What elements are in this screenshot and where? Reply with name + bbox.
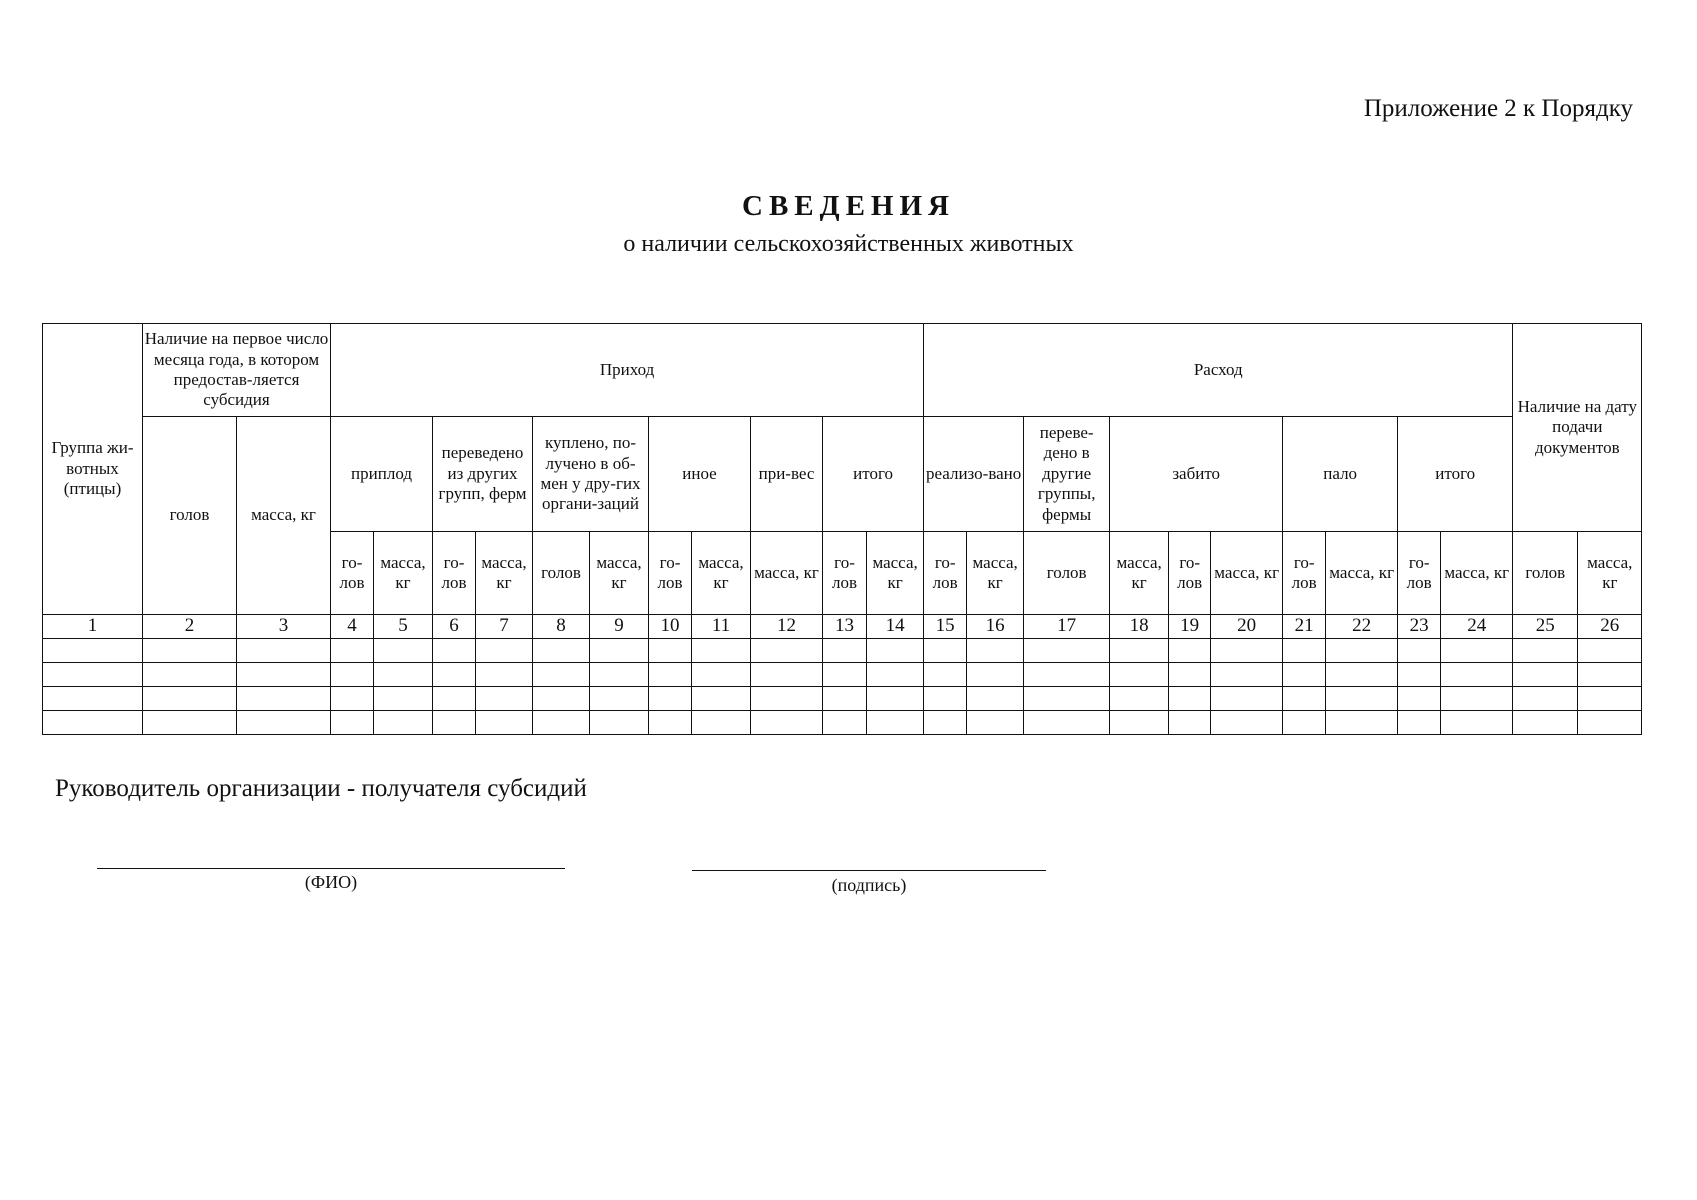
table-cell[interactable]: [1441, 639, 1513, 663]
name-caption: (ФИО): [304, 872, 358, 892]
table-cell[interactable]: [476, 711, 533, 735]
table-cell[interactable]: [967, 663, 1024, 687]
table-cell[interactable]: [1398, 663, 1441, 687]
table-cell[interactable]: [692, 687, 751, 711]
col11-mass: масса, кг: [692, 532, 751, 615]
table-cell[interactable]: [751, 663, 823, 687]
table-cell[interactable]: [1513, 639, 1578, 663]
table-cell[interactable]: [1578, 711, 1642, 735]
column-number-cell: 14: [867, 615, 924, 639]
income-total-header: итого: [823, 417, 924, 532]
table-cell[interactable]: [867, 711, 924, 735]
table-cell[interactable]: [924, 711, 967, 735]
table-cell[interactable]: [1398, 711, 1441, 735]
table-cell[interactable]: [1513, 663, 1578, 687]
table-cell[interactable]: [533, 687, 590, 711]
table-cell[interactable]: [1578, 687, 1642, 711]
table-cell[interactable]: [533, 711, 590, 735]
sold-header: реализо-вано: [924, 417, 1024, 532]
other-income-header: иное: [649, 417, 751, 532]
column-number-cell: 25: [1513, 615, 1578, 639]
table-cell[interactable]: [374, 663, 433, 687]
column-number-cell: 5: [374, 615, 433, 639]
table-cell[interactable]: [143, 639, 237, 663]
table-cell[interactable]: [143, 687, 237, 711]
signer-label: Руководитель организации - получателя субсидий: [55, 775, 587, 802]
opening-heads-header: голов: [143, 417, 237, 615]
transferred-in-header: переведено из других групп, ферм: [433, 417, 533, 532]
table-cell[interactable]: [590, 639, 649, 663]
table-cell[interactable]: [649, 711, 692, 735]
table-row: [43, 687, 1642, 711]
expense-header: Расход: [924, 324, 1513, 417]
column-number-cell: 9: [590, 615, 649, 639]
column-number-cell: 19: [1169, 615, 1211, 639]
document-title: СВЕДЕНИЯ: [742, 190, 955, 222]
col26-mass: масса, кг: [1578, 532, 1642, 615]
died-header: пало: [1283, 417, 1398, 532]
table-cell[interactable]: [1169, 639, 1211, 663]
table-cell[interactable]: [1441, 687, 1513, 711]
column-number-cell: 26: [1578, 615, 1642, 639]
table-cell[interactable]: [1024, 663, 1110, 687]
col13-heads: го-лов: [823, 532, 867, 615]
table-cell[interactable]: [331, 711, 374, 735]
signature-line: [692, 870, 1046, 871]
table-cell[interactable]: [374, 639, 433, 663]
column-number-cell: 13: [823, 615, 867, 639]
signature-caption: (подпись): [831, 875, 907, 895]
table-cell[interactable]: [692, 663, 751, 687]
table-cell[interactable]: [590, 711, 649, 735]
table-cell[interactable]: [1169, 687, 1211, 711]
table-cell[interactable]: [237, 711, 331, 735]
opening-balance-header: Наличие на первое число месяца года, в котором предостав-ляется субсидия: [143, 324, 331, 417]
table-cell[interactable]: [331, 687, 374, 711]
column-number-cell: 24: [1441, 615, 1513, 639]
column-number-cell: 18: [1110, 615, 1169, 639]
column-number-cell: 1: [43, 615, 143, 639]
col24-mass: масса, кг: [1441, 532, 1513, 615]
table-cell[interactable]: [476, 663, 533, 687]
table-cell[interactable]: [823, 663, 867, 687]
column-number-cell: 6: [433, 615, 476, 639]
column-number-cell: 22: [1326, 615, 1398, 639]
table-cell[interactable]: [1024, 687, 1110, 711]
slaughtered-header: забито: [1110, 417, 1283, 532]
column-number-cell: 7: [476, 615, 533, 639]
expense-total-header: итого: [1398, 417, 1513, 532]
table-cell[interactable]: [751, 639, 823, 663]
table-cell[interactable]: [331, 663, 374, 687]
closing-balance-header: Наличие на дату подачи документов: [1513, 324, 1642, 532]
table-cell[interactable]: [924, 639, 967, 663]
table-cell[interactable]: [867, 687, 924, 711]
col5-mass: масса, кг: [374, 532, 433, 615]
table-cell[interactable]: [1024, 639, 1110, 663]
col20-mass: масса, кг: [1211, 532, 1283, 615]
column-number-cell: 15: [924, 615, 967, 639]
col21-heads: го-лов: [1283, 532, 1326, 615]
col15-heads: го-лов: [924, 532, 967, 615]
col17-heads: голов: [1024, 532, 1110, 615]
table-cell[interactable]: [967, 639, 1024, 663]
table-cell[interactable]: [476, 639, 533, 663]
document-subtitle: о наличии сельскохозяйственных животных: [623, 231, 1074, 257]
col7-mass: масса, кг: [476, 532, 533, 615]
table-cell[interactable]: [692, 711, 751, 735]
table-cell[interactable]: [433, 663, 476, 687]
table-cell[interactable]: [143, 711, 237, 735]
table-cell[interactable]: [1398, 639, 1441, 663]
table-cell[interactable]: [1513, 711, 1578, 735]
col19-heads: го-лов: [1169, 532, 1211, 615]
table-cell[interactable]: [867, 663, 924, 687]
table-cell[interactable]: [143, 663, 237, 687]
col12-mass: масса, кг: [751, 532, 823, 615]
col18-mass: масса, кг: [1110, 532, 1169, 615]
livestock-table: [42, 323, 1642, 735]
table-cell[interactable]: [1283, 663, 1326, 687]
table-cell[interactable]: [590, 687, 649, 711]
table-row: [43, 639, 1642, 663]
col14-mass: масса, кг: [867, 532, 924, 615]
column-number-cell: 12: [751, 615, 823, 639]
table-cell[interactable]: [1211, 687, 1283, 711]
table-cell[interactable]: [823, 687, 867, 711]
table-cell[interactable]: [867, 639, 924, 663]
table-cell[interactable]: [1211, 663, 1283, 687]
table-cell[interactable]: [1110, 687, 1169, 711]
table-cell[interactable]: [751, 687, 823, 711]
table-cell[interactable]: [1326, 687, 1398, 711]
table-cell[interactable]: [1513, 687, 1578, 711]
col6-heads: го-лов: [433, 532, 476, 615]
bought-header: куплено, по-лучено в об-мен у дру-гих органи-заций: [533, 417, 649, 532]
column-number-cell: 23: [1398, 615, 1441, 639]
col4-heads: го-лов: [331, 532, 374, 615]
column-number-cell: 4: [331, 615, 374, 639]
table-cell[interactable]: [1169, 711, 1211, 735]
column-number-cell: 11: [692, 615, 751, 639]
table-cell[interactable]: [237, 687, 331, 711]
column-number-row: [43, 615, 1642, 639]
table-cell[interactable]: [533, 663, 590, 687]
group-header: Группа жи-вотных (птицы): [43, 324, 143, 615]
table-cell[interactable]: [649, 687, 692, 711]
table-cell[interactable]: [692, 639, 751, 663]
table-row: [43, 663, 1642, 687]
table-cell[interactable]: [1578, 639, 1642, 663]
table-cell[interactable]: [1169, 663, 1211, 687]
column-number-cell: 3: [237, 615, 331, 639]
table-cell[interactable]: [649, 639, 692, 663]
table-cell[interactable]: [1211, 711, 1283, 735]
table-cell[interactable]: [433, 639, 476, 663]
opening-mass-header: масса, кг: [237, 417, 331, 615]
col22-mass: масса, кг: [1326, 532, 1398, 615]
column-number-cell: 17: [1024, 615, 1110, 639]
table-cell[interactable]: [1024, 711, 1110, 735]
table-cell[interactable]: [374, 687, 433, 711]
column-number-cell: 2: [143, 615, 237, 639]
weight-gain-header: при-вес: [751, 417, 823, 532]
column-number-cell: 8: [533, 615, 590, 639]
table-cell[interactable]: [649, 663, 692, 687]
table-cell[interactable]: [1110, 639, 1169, 663]
table-cell[interactable]: [1283, 711, 1326, 735]
table-cell[interactable]: [1398, 687, 1441, 711]
table-cell[interactable]: [590, 663, 649, 687]
table-cell[interactable]: [924, 663, 967, 687]
column-number-cell: 10: [649, 615, 692, 639]
table-cell[interactable]: [1326, 639, 1398, 663]
column-number-cell: 20: [1211, 615, 1283, 639]
col23-heads: го-лов: [1398, 532, 1441, 615]
name-line: [97, 868, 565, 869]
table-cell[interactable]: [433, 687, 476, 711]
income-header: Приход: [331, 324, 924, 417]
table-cell[interactable]: [1441, 663, 1513, 687]
table-cell[interactable]: [823, 639, 867, 663]
table-cell[interactable]: [1578, 663, 1642, 687]
appendix-label: Приложение 2 к Порядку: [1363, 95, 1633, 122]
table-cell[interactable]: [1326, 663, 1398, 687]
table-cell[interactable]: [43, 711, 143, 735]
table-cell[interactable]: [1283, 639, 1326, 663]
table-cell[interactable]: [1110, 663, 1169, 687]
column-number-cell: 21: [1283, 615, 1326, 639]
table-cell[interactable]: [924, 687, 967, 711]
table-cell[interactable]: [237, 663, 331, 687]
table-cell[interactable]: [1110, 711, 1169, 735]
table-cell[interactable]: [1326, 711, 1398, 735]
table-cell[interactable]: [476, 687, 533, 711]
table-cell[interactable]: [1283, 687, 1326, 711]
table-cell[interactable]: [43, 663, 143, 687]
table-cell[interactable]: [1211, 639, 1283, 663]
transferred-out-header: переве-дено в другие группы, фермы: [1024, 417, 1110, 532]
table-cell[interactable]: [967, 711, 1024, 735]
table-cell[interactable]: [823, 711, 867, 735]
table-cell[interactable]: [967, 687, 1024, 711]
col10-heads: го-лов: [649, 532, 692, 615]
col9-mass: масса, кг: [590, 532, 649, 615]
col25-heads: голов: [1513, 532, 1578, 615]
table-cell[interactable]: [533, 639, 590, 663]
offspring-header: приплод: [331, 417, 433, 532]
table-cell[interactable]: [331, 639, 374, 663]
table-cell[interactable]: [43, 639, 143, 663]
column-number-cell: 16: [967, 615, 1024, 639]
table-cell[interactable]: [374, 711, 433, 735]
table-cell[interactable]: [237, 639, 331, 663]
table-cell[interactable]: [751, 711, 823, 735]
col8-heads: голов: [533, 532, 590, 615]
table-cell[interactable]: [43, 687, 143, 711]
table-cell[interactable]: [1441, 711, 1513, 735]
table-row: [43, 711, 1642, 735]
table-cell[interactable]: [433, 711, 476, 735]
col16-mass: масса, кг: [967, 532, 1024, 615]
